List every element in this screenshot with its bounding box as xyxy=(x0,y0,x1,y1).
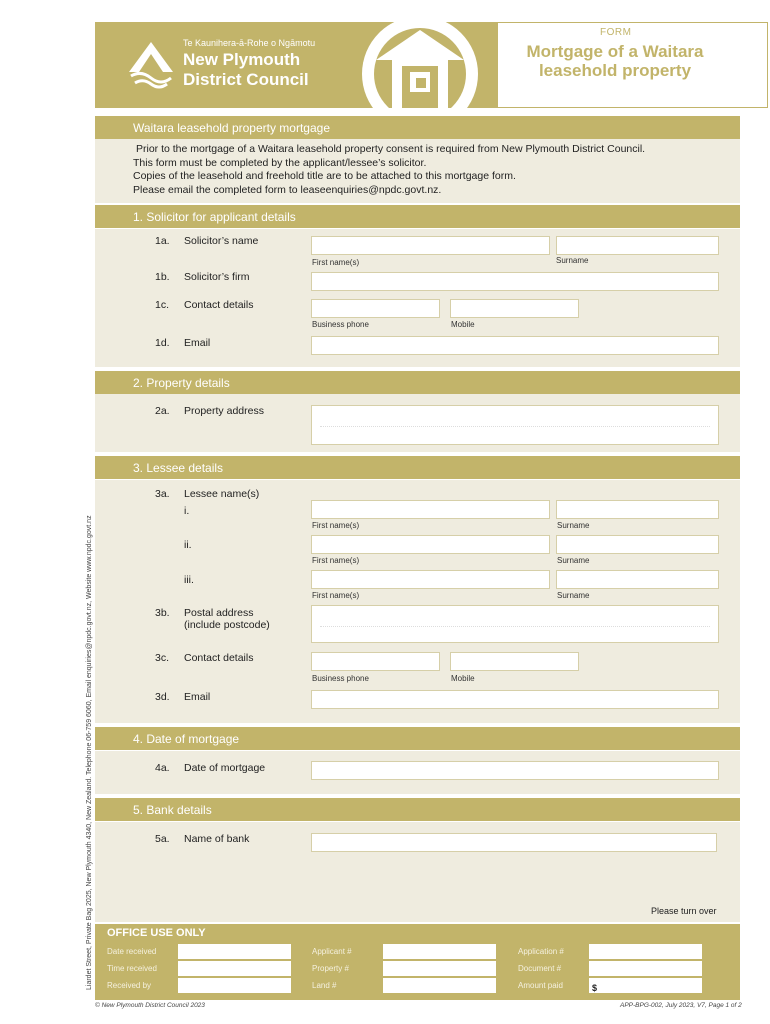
form-title: Mortgage of a Waitara leasehold property xyxy=(526,42,704,80)
time-received-input[interactable] xyxy=(178,961,291,976)
office-label: Land # xyxy=(312,981,337,990)
item-number: 3a. xyxy=(155,488,170,500)
solicitor-business-phone-input[interactable] xyxy=(311,299,440,318)
intro-line: Prior to the mortgage of a Waitara leasehold property consent is required from New Plymouth District Council. xyxy=(136,143,646,155)
date-of-mortgage-label: Date of mortgage xyxy=(184,762,266,774)
currency-symbol: $ xyxy=(592,983,598,993)
item-number: 5a. xyxy=(155,833,170,845)
postal-address-hint: (include postcode) xyxy=(184,619,270,631)
postal-address-label: Postal address xyxy=(184,607,254,619)
applicant-number-input[interactable] xyxy=(383,944,496,959)
item-number: 1a. xyxy=(155,235,170,247)
field-caption: Surname xyxy=(557,591,590,600)
property-number-input[interactable] xyxy=(383,961,496,976)
office-use-title: OFFICE USE ONLY xyxy=(107,927,206,939)
item-number: 3b. xyxy=(155,607,170,619)
field-caption: Business phone xyxy=(312,674,369,683)
lessee-business-phone-input[interactable] xyxy=(311,652,440,671)
lessee-row-label: i. xyxy=(184,505,190,517)
office-label: Property # xyxy=(312,964,349,973)
lessee-row-label: iii. xyxy=(184,574,194,586)
email-label: Email xyxy=(184,691,211,703)
item-number: 3c. xyxy=(155,652,170,664)
lessee-1-surname-input[interactable] xyxy=(556,500,719,519)
lessee-mobile-input[interactable] xyxy=(450,652,579,671)
contact-details-label: Contact details xyxy=(184,299,254,311)
lessee-2-surname-input[interactable] xyxy=(556,535,719,554)
intro-line: This form must be completed by the applicant/lessee’s solicitor. xyxy=(133,156,427,169)
office-label: Amount paid xyxy=(518,981,563,990)
amount-paid-input[interactable] xyxy=(589,978,702,993)
section-3-heading: 3. Lessee details xyxy=(95,456,740,479)
lessee-email-input[interactable] xyxy=(311,690,719,709)
land-number-input[interactable] xyxy=(383,978,496,993)
lessee-3-first-name-input[interactable] xyxy=(311,570,550,589)
solicitor-firm-input[interactable] xyxy=(311,272,719,291)
name-of-bank-input[interactable] xyxy=(311,833,717,852)
house-icon xyxy=(352,22,488,108)
solicitor-mobile-input[interactable] xyxy=(450,299,579,318)
solicitor-surname-input[interactable] xyxy=(556,236,719,255)
received-by-input[interactable] xyxy=(178,978,291,993)
field-caption: Mobile xyxy=(451,674,475,683)
date-of-mortgage-input[interactable] xyxy=(311,761,719,780)
section-5-heading: 5. Bank details xyxy=(95,798,740,821)
lessee-3-surname-input[interactable] xyxy=(556,570,719,589)
field-caption: First name(s) xyxy=(312,258,360,267)
section-2-heading: 2. Property details xyxy=(95,371,740,394)
org-name: New Plymouth District Council xyxy=(183,50,309,89)
field-caption: First name(s) xyxy=(312,556,360,565)
field-caption: First name(s) xyxy=(312,521,360,530)
turn-over-note: Please turn over xyxy=(651,906,717,916)
item-number: 1c. xyxy=(155,299,170,311)
lessee-names-label: Lessee name(s) xyxy=(184,488,260,500)
date-received-input[interactable] xyxy=(178,944,291,959)
section-1-heading: 1. Solicitor for applicant details xyxy=(95,205,740,228)
field-caption: Surname xyxy=(557,521,590,530)
form-reference: APP-BPG-002, July 2023, V7, Page 1 of 2 xyxy=(620,1002,742,1009)
contact-details-label: Contact details xyxy=(184,652,254,664)
intro-heading: Waitara leasehold property mortgage xyxy=(95,116,740,139)
council-logo-icon xyxy=(125,40,177,90)
office-label: Date received xyxy=(107,947,157,956)
lessee-2-first-name-input[interactable] xyxy=(311,535,550,554)
contact-side-text: Liardet Street, Private Bag 2025, New Plymouth 4340, New Zealand. Telephone 06-759 6060, Email enquiries@npdc.govt.nz, Website www.npdc.govt.nz xyxy=(86,515,93,990)
solicitor-name-label: Solicitor’s name xyxy=(184,235,259,247)
section-4-heading: 4. Date of mortgage xyxy=(95,727,740,750)
item-number: 1d. xyxy=(155,337,170,349)
lessee-1-first-name-input[interactable] xyxy=(311,500,550,519)
item-number: 1b. xyxy=(155,271,170,283)
property-address-input[interactable] xyxy=(311,405,719,445)
field-caption: Surname xyxy=(556,256,589,265)
application-number-input[interactable] xyxy=(589,944,702,959)
field-caption: First name(s) xyxy=(312,591,360,600)
solicitor-email-input[interactable] xyxy=(311,336,719,355)
office-label: Application # xyxy=(518,947,564,956)
intro-text xyxy=(133,143,733,197)
item-number: 3d. xyxy=(155,691,170,703)
field-caption: Mobile xyxy=(451,320,475,329)
field-caption: Surname xyxy=(557,556,590,565)
intro-line: Copies of the leasehold and freehold title are to be attached to this mortgage form. xyxy=(133,170,516,182)
postal-address-input[interactable] xyxy=(311,605,719,643)
property-address-label: Property address xyxy=(184,405,264,417)
form-label: FORM xyxy=(600,27,632,38)
name-of-bank-label: Name of bank xyxy=(184,833,250,845)
solicitor-first-name-input[interactable] xyxy=(311,236,550,255)
copyright: © New Plymouth District Council 2023 xyxy=(95,1002,205,1009)
field-caption: Business phone xyxy=(312,320,369,329)
intro-line: Please email the completed form to leaseenquiries@npdc.govt.nz. xyxy=(133,183,442,196)
solicitor-firm-label: Solicitor’s firm xyxy=(184,271,250,283)
office-label: Time received xyxy=(107,964,157,973)
item-number: 2a. xyxy=(155,405,170,417)
office-label: Document # xyxy=(518,964,562,973)
lessee-row-label: ii. xyxy=(184,539,192,551)
office-label: Received by xyxy=(107,981,152,990)
office-label: Applicant # xyxy=(312,947,352,956)
email-label: Email xyxy=(184,337,211,349)
item-number: 4a. xyxy=(155,762,170,774)
document-number-input[interactable] xyxy=(589,961,702,976)
org-tagline: Te Kaunihera-ā-Rohe o Ngāmotu xyxy=(183,38,316,48)
